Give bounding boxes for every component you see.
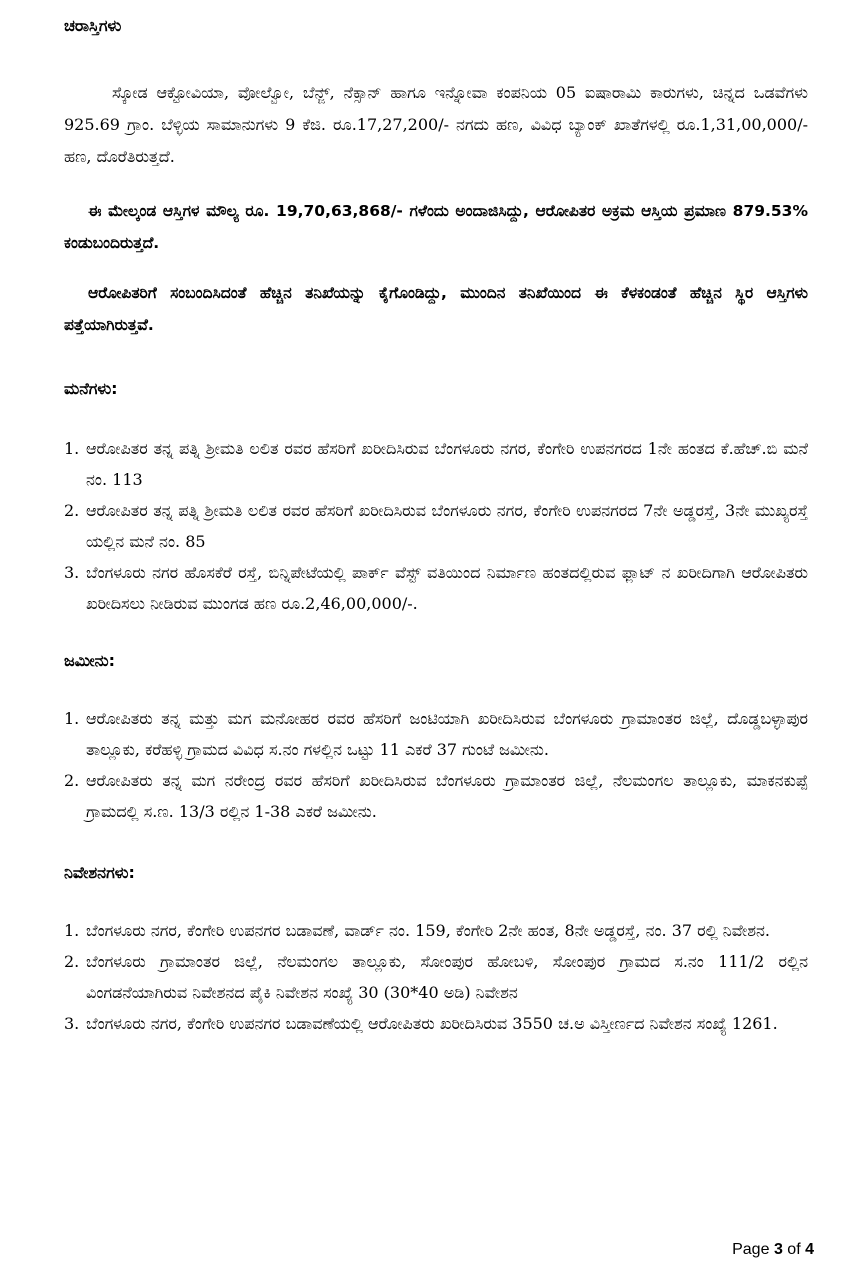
list-item-number: 3. [64,1014,80,1033]
list-item [64,915,808,946]
list-item [64,557,808,619]
of-word: of [787,1241,801,1258]
page-word: Page [732,1241,770,1258]
list-item-text: ಬೆಂಗಳೂರು ನಗರ, ಕೆಂಗೇರಿ ಉಪನಗರ ಬಡಾವಣೆ, ವಾರ್ಡ್ ನಂ. 159, ಕೆಂಗೇರಿ 2ನೇ ಹಂತ, 8ನೇ ಅಡ್ಡರಸ್ತೆ, ನಂ. 37 ರಲ್ಲಿ ನಿವೇಶನ. [86,921,770,940]
movable-assets-paragraph: ಸ್ಕೋಡ ಆಕ್ಟೋವಿಯಾ, ವೋಲ್ವೋ, ಬೆನ್ಜ್, ನೆಕ್ಸಾನ್ ಹಾಗೂ ಇನ್ನೋವಾ ಕಂಪನಿಯ 05 ಐಷಾರಾಮಿ ಕಾರುಗಳು, ಚಿನ್ನದ ಒಡವೆಗಳು 925.69 ಗ್ರಾಂ. ಬೆಳ್ಳಿಯ ಸಾಮಾನುಗಳು 9 ಕೆಜಿ. ರೂ.17,27,200/- ನಗದು ಹಣ, ವಿವಿಧ ಬ್ಯಾಂಕ್ ಖಾತೆಗಳಲ್ಲಿ ರೂ.1,31,00,000/- ಹಣ, ದೊರೆತಿರುತ್ತದೆ. [64,83,808,166]
list-item-number: 1. [64,709,80,728]
list-item-text: ಬೆಂಗಳೂರು ಗ್ರಾಮಾಂತರ ಜಿಲ್ಲೆ, ನೆಲಮಂಗಲ ತಾಲ್ಲೂಕು, ಸೋಂಪುರ ಹೋಬಳಿ, ಸೋಂಪುರ ಗ್ರಾಮದ ಸ.ನಂ 111/2 ರಲ್ಲಿನ ವಿಂಗಡನೆಯಾಗಿರುವ ನಿವೇಶನದ ಪೈಕಿ ನಿವೇಶನ ಸಂಖ್ಯೆ 30 (30*40 ಅಡಿ) ನಿವೇಶನ [86,952,808,1002]
further-investigation-paragraph: ಆರೋಪಿತರಿಗೆ ಸಂಬಂದಿಸಿದಂತೆ ಹೆಚ್ಚಿನ ತನಿಖೆಯನ್ನು ಕೈಗೊಂಡಿದ್ದು, ಮುಂದಿನ ತನಿಖೆಯಿಂದ ಈ ಕೆಳಕಂಡಂತೆ ಹೆಚ್ಚಿನ ಸ್ಥಿರ ಆಸ್ತಿಗಳು ಪತ್ತೆಯಾಗಿರುತ್ತವೆ. [64,284,808,334]
list-item-number: 3. [64,563,80,582]
sites-list [64,915,808,1039]
list-item [64,495,808,557]
movable-assets-heading: ಚರಾಸ್ತಿಗಳು [64,16,122,35]
land-list [64,703,808,827]
houses-heading: ಮನೆಗಳು: [64,379,118,398]
list-item-number: 2. [64,771,80,790]
list-item-text: ಆರೋಪಿತರ ತನ್ನ ಪತ್ನಿ ಶ್ರೀಮತಿ ಲಲಿತ ರವರ ಹೆಸರಿಗೆ ಖರೀದಿಸಿರುವ ಬೆಂಗಳೂರು ನಗರ, ಕೆಂಗೇರಿ ಉಪನಗರದ 1ನೇ ಹಂತದ ಕೆ.ಹೆಚ್.ಬಿ ಮನೆ ನಂ. 113 [86,439,808,489]
list-item [64,765,808,827]
list-item-number: 1. [64,921,80,940]
list-item-number: 2. [64,501,80,520]
list-item-text: ಆರೋಪಿತರು ತನ್ನ ಮಗ ನರೇಂದ್ರ ರವರ ಹೆಸರಿಗೆ ಖರೀದಿಸಿರುವ ಬೆಂಗಳೂರು ಗ್ರಾಮಾಂತರ ಜಿಲ್ಲೆ, ನೆಲಮಂಗಲ ತಾಲ್ಲೂಕು, ಮಾಕನಕುಪ್ಪೆ ಗ್ರಾಮದಲ್ಲಿ ಸ.ಣ. 13/3 ರಲ್ಲಿನ 1-38 ಎಕರೆ ಜಮೀನು. [86,771,808,821]
list-item-text: ಬೆಂಗಳೂರು ನಗರ, ಕೆಂಗೇರಿ ಉಪನಗರ ಬಡಾವಣೆಯಲ್ಲಿ ಆರೋಪಿತರು ಖರೀದಿಸಿರುವ 3550 ಚ.ಅ ವಿಸ್ತೀರ್ಣದ ನಿವೇಶನ ಸಂಖ್ಯೆ 1261. [86,1014,778,1033]
list-item [64,1008,808,1039]
list-item [64,946,808,1008]
total-pages-number: 4 [805,1241,814,1258]
list-item-number: 2. [64,952,80,971]
houses-list [64,433,808,619]
page-number [732,1240,814,1260]
sites-heading: ನಿವೇಶನಗಳು: [64,863,135,882]
list-item-number: 1. [64,439,80,458]
list-item [64,433,808,495]
list-item [64,703,808,765]
land-heading: ಜಮೀನು: [64,651,116,670]
list-item-text: ಆರೋಪಿತರು ತನ್ನ ಮತ್ತು ಮಗ ಮನೋಹರ ರವರ ಹೆಸರಿಗೆ ಜಂಟಿಯಾಗಿ ಖರೀದಿಸಿರುವ ಬೆಂಗಳೂರು ಗ್ರಾಮಾಂತರ ಜಿಲ್ಲೆ, ದೊಡ್ಡಬಳ್ಳಾಪುರ ತಾಲ್ಲೂಕು, ಕರೆಹಳ್ಳಿ ಗ್ರಾಮದ ವಿವಿಧ ಸ.ನಂ ಗಳಲ್ಲಿನ ಒಟ್ಟು 11 ಎಕರೆ 37 ಗುಂಟೆ ಜಮೀನು. [86,709,808,759]
asset-value-summary: ಈ ಮೇಲ್ಕಂಡ ಆಸ್ತಿಗಳ ಮೌಲ್ಯ ರೂ. 19,70,63,868/- ಗಳೆಂದು ಅಂದಾಜಿಸಿದ್ದು, ಆರೋಪಿತರ ಅಕ್ರಮ ಆಸ್ತಿಯ ಪ್ರಮಾಣ 879.53% ಕಂಡುಬಂದಿರುತ್ತದೆ. [64,202,808,252]
list-item-text: ಆರೋಪಿತರ ತನ್ನ ಪತ್ನಿ ಶ್ರೀಮತಿ ಲಲಿತ ರವರ ಹೆಸರಿಗೆ ಖರೀದಿಸಿರುವ ಬೆಂಗಳೂರು ನಗರ, ಕೆಂಗೇರಿ ಉಪನಗರದ 7ನೇ ಅಡ್ಡರಸ್ತೆ, 3ನೇ ಮುಖ್ಯರಸ್ತೆ ಯಲ್ಲಿನ ಮನೆ ನಂ. 85 [86,501,808,551]
current-page-number: 3 [773,1241,783,1258]
list-item-text: ಬೆಂಗಳೂರು ನಗರ ಹೊಸಕೆರೆ ರಸ್ತೆ, ಬಿನ್ನಿಪೇಟೆಯಲ್ಲಿ ಪಾರ್ಕ್ ವೆಸ್ಟ್ ವತಿಯಿಂದ ನಿರ್ಮಾಣ ಹಂತದಲ್ಲಿರುವ ಫ್ಲಾಟ್ ನ ಖರೀದಿಗಾಗಿ ಆರೋಪಿತರು ಖರೀದಿಸಲು ನೀಡಿರುವ ಮುಂಗಡ ಹಣ ರೂ.2,46,00,000/-. [86,563,808,613]
